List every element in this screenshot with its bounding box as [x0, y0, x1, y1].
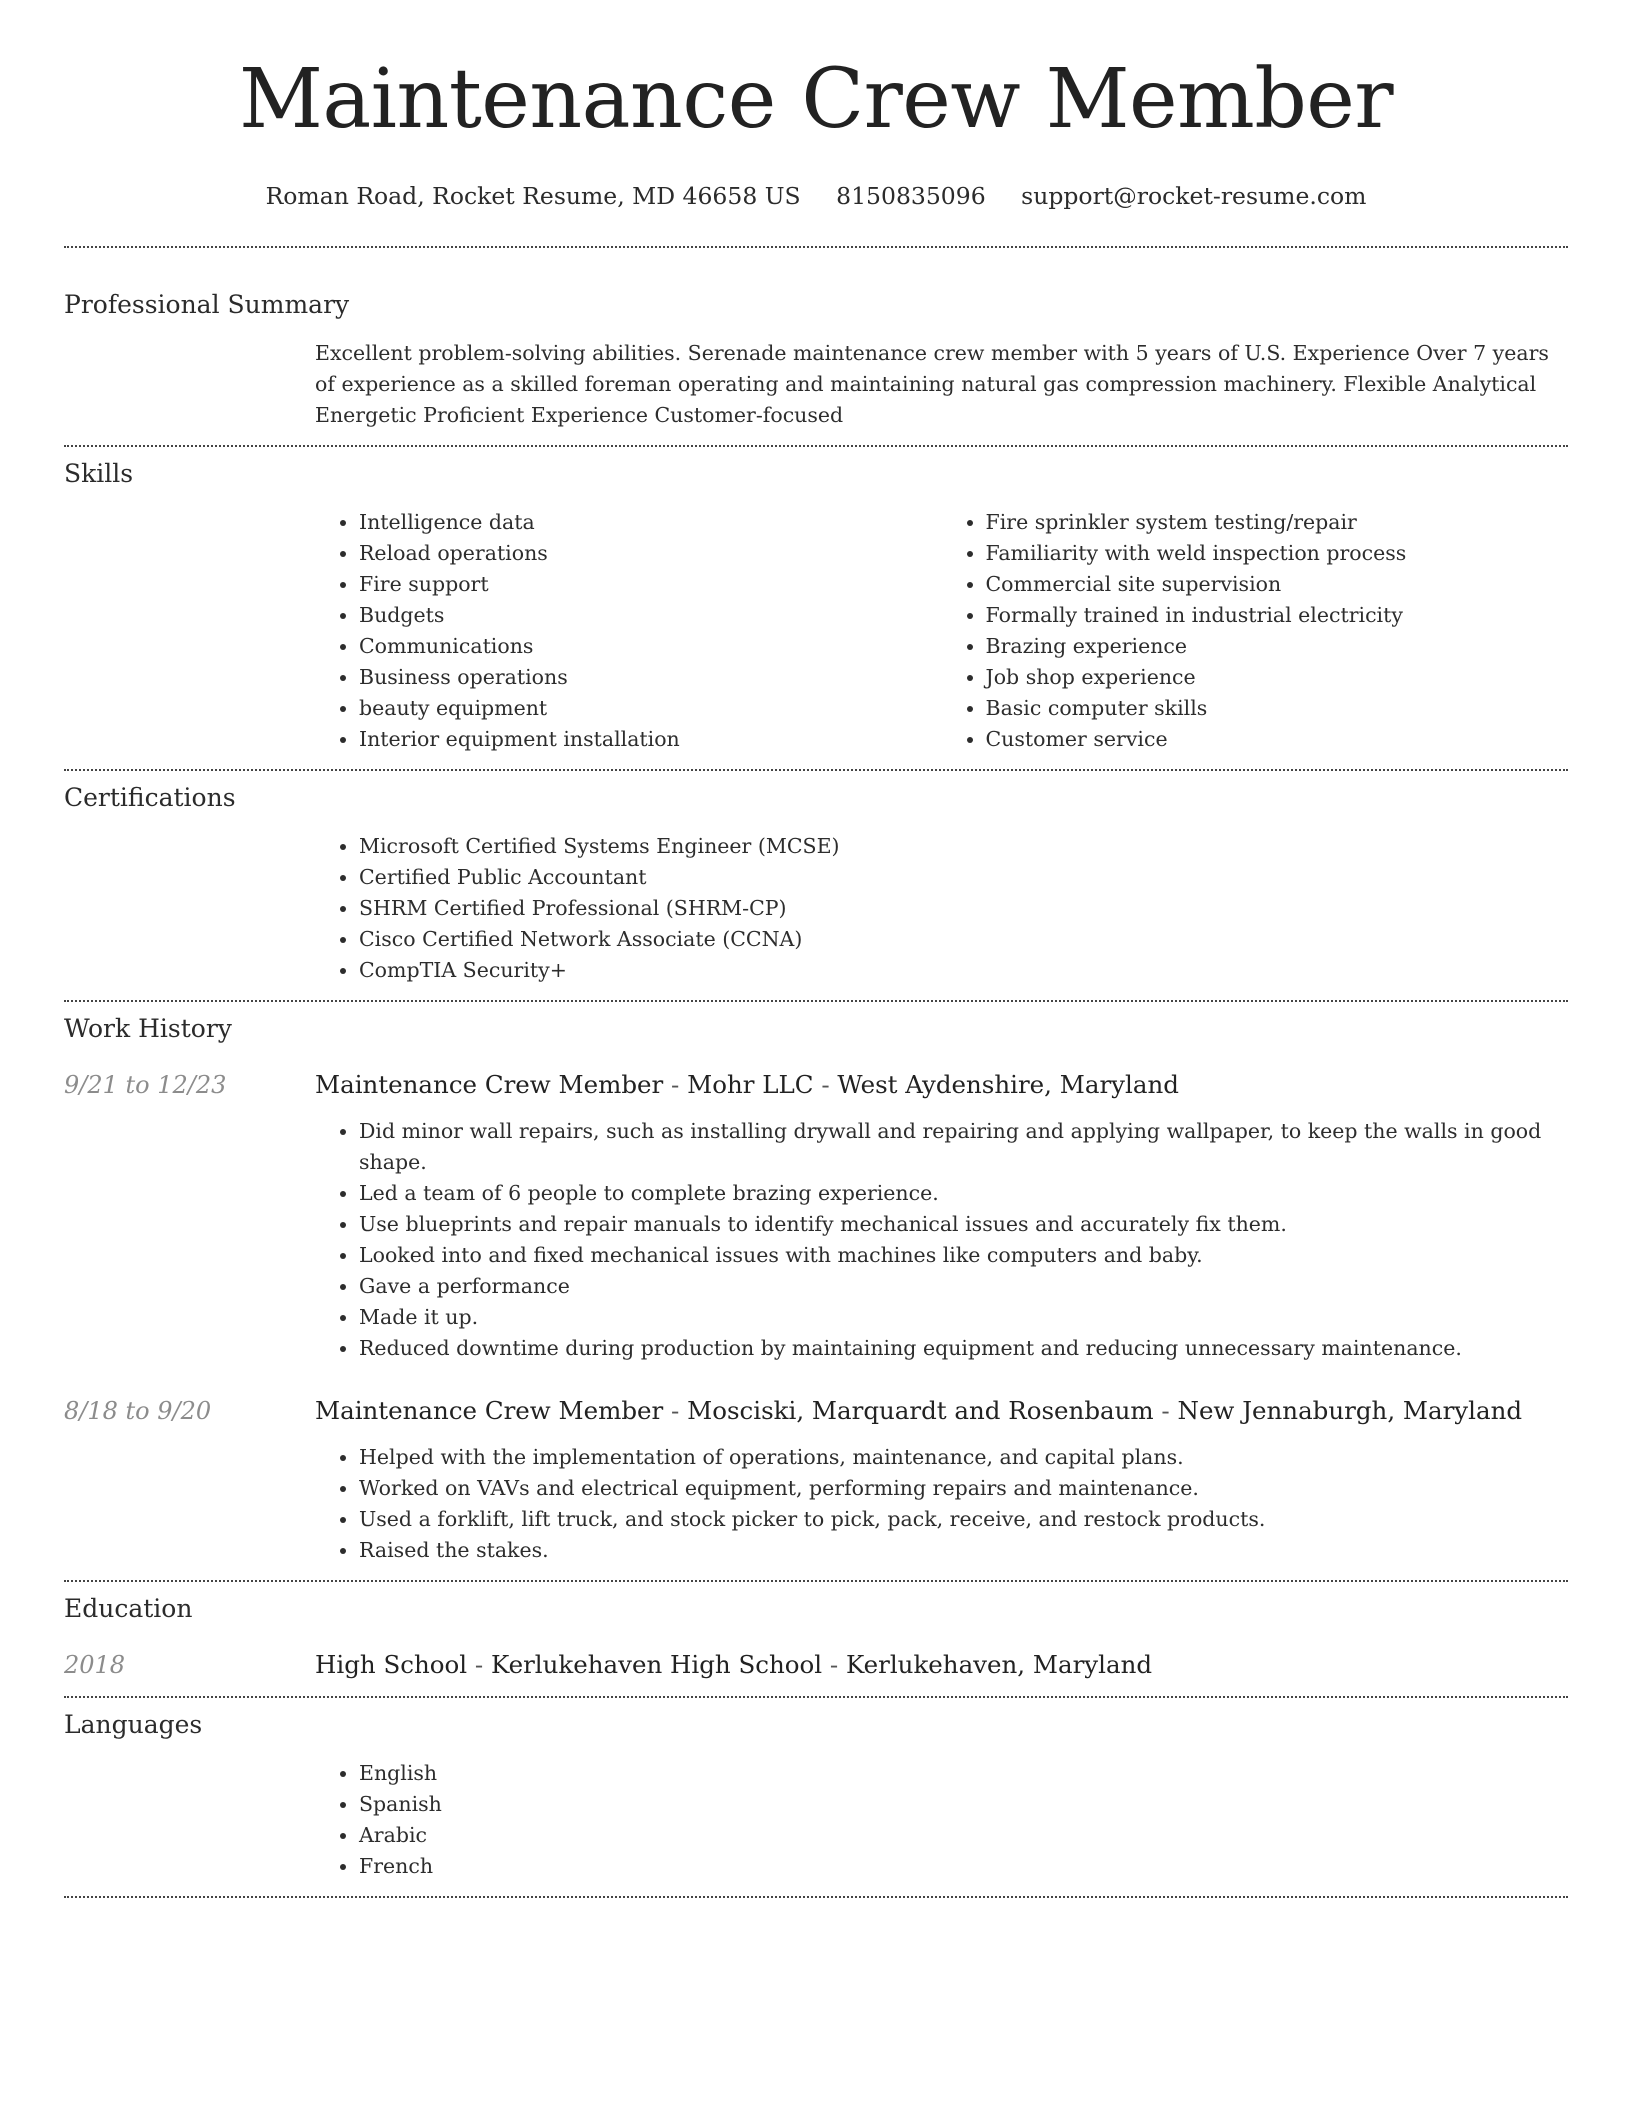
education-title: Education: [64, 1594, 193, 1623]
list-item: • Business operations: [359, 662, 942, 693]
list-item: • Reduced downtime during production by maintaining equipment and reducing unnecessary maintenance.: [359, 1333, 1568, 1364]
summary-text: Excellent problem-solving abilities. Serenade maintenance crew member with 5 years of U.S. Experience Over 7 years of experience as a skilled foreman operating and maintaining natural gas compression machinery. Flexible Analytical Energetic Proficient Experience Customer-focused: [315, 341, 1549, 427]
list-item: • Microsoft Certified Systems Engineer (MCSE): [359, 831, 1568, 862]
list-item: • Worked on VAVs and electrical equipment, performing repairs and maintenance.: [359, 1473, 1568, 1504]
list-item: • Spanish: [359, 1789, 1568, 1820]
languages-section: [64, 1698, 1568, 1896]
list-item: • Customer service: [986, 724, 1569, 755]
languages-title: Languages: [64, 1710, 203, 1739]
work-section: [64, 1002, 1568, 1580]
list-item: • Familiarity with weld inspection process: [986, 538, 1569, 569]
job-heading: Maintenance Crew Member - Mosciski, Marquardt and Rosenbaum - New Jennaburgh, Maryland: [315, 1396, 1523, 1425]
list-item: • English: [359, 1758, 1568, 1789]
list-item: • Job shop experience: [986, 662, 1569, 693]
job-bullet-list: [315, 1442, 1568, 1566]
job-bullets: [315, 1116, 1568, 1364]
list-item: • Communications: [359, 631, 942, 662]
list-item: • Use blueprints and repair manuals to identify mechanical issues and accurately fix them.: [359, 1209, 1568, 1240]
list-item: • Interior equipment installation: [359, 724, 942, 755]
contact-address: Roman Road, Rocket Resume, MD 46658 US: [265, 182, 801, 210]
contact-phone: 8150835096: [836, 182, 986, 210]
list-item: • Fire support: [359, 569, 942, 600]
list-item: • Helped with the implementation of operations, maintenance, and capital plans.: [359, 1442, 1568, 1473]
education-year: 2018: [64, 1651, 126, 1679]
job-role: Maintenance Crew Member: [315, 1396, 664, 1425]
list-item: • Made it up.: [359, 1302, 1568, 1333]
job-role: Maintenance Crew Member: [315, 1070, 664, 1099]
job-dates: 9/21 to 12/23: [64, 1071, 227, 1099]
list-item: • Led a team of 6 people to complete brazing experience.: [359, 1178, 1568, 1209]
list-item: • beauty equipment: [359, 693, 942, 724]
skills-list-right: [942, 507, 1569, 755]
work-title: Work History: [64, 1014, 232, 1043]
skills-title: Skills: [64, 459, 134, 488]
certifications-list: [315, 831, 1568, 986]
languages-body: [315, 1758, 1568, 1882]
list-item: • Raised the stakes.: [359, 1535, 1568, 1566]
education-degree: High School: [315, 1650, 468, 1679]
list-item: • Brazing experience: [986, 631, 1569, 662]
job-entry: [64, 1394, 1568, 1566]
languages-list: [315, 1758, 1568, 1882]
list-item: • Did minor wall repairs, such as installing drywall and repairing and applying wallpaper, to keep the walls in good shape.: [359, 1116, 1568, 1178]
job-dates: 8/18 to 9/20: [64, 1397, 212, 1425]
education-school: Kerlukehaven High School: [490, 1650, 823, 1679]
list-item: • Commercial site supervision: [986, 569, 1569, 600]
job-heading: Maintenance Crew Member - Mohr LLC - West Aydenshire, Maryland: [315, 1070, 1179, 1099]
job-bullets: [315, 1442, 1568, 1566]
education-section: [64, 1582, 1568, 1696]
certifications-section: [64, 771, 1568, 1000]
list-item: • Arabic: [359, 1820, 1568, 1851]
education-entry: [64, 1648, 1568, 1682]
list-item: • Cisco Certified Network Associate (CCNA): [359, 924, 1568, 955]
resume-page: [64, 0, 1568, 1898]
job-location: West Aydenshire, Maryland: [837, 1070, 1179, 1099]
list-item: • Looked into and fixed mechanical issues with machines like computers and baby.: [359, 1240, 1568, 1271]
education-location: Kerlukehaven, Maryland: [845, 1650, 1153, 1679]
list-item: • CompTIA Security+: [359, 955, 1568, 986]
list-item: • Formally trained in industrial electricity: [986, 600, 1569, 631]
summary-title: Professional Summary: [64, 290, 350, 319]
candidate-name: Maintenance Crew Member: [238, 52, 1394, 147]
skills-section: [64, 447, 1568, 769]
list-item: • Reload operations: [359, 538, 942, 569]
list-item: • Used a forklift, lift truck, and stock picker to pick, pack, receive, and restock products.: [359, 1504, 1568, 1535]
certifications-body: [315, 831, 1568, 986]
skills-grid: [315, 507, 1568, 755]
skills-list-left: [315, 507, 942, 755]
list-item: • Budgets: [359, 600, 942, 631]
contact-line: [64, 180, 1568, 212]
list-item: • SHRM Certified Professional (SHRM-CP): [359, 893, 1568, 924]
job-company: Mosciski, Marquardt and Rosenbaum: [687, 1396, 1154, 1425]
divider: [64, 1896, 1568, 1898]
certifications-title: Certifications: [64, 783, 236, 812]
education-heading: High School - Kerlukehaven High School - Kerlukehaven, Maryland: [315, 1650, 1153, 1679]
list-item: • Intelligence data: [359, 507, 942, 538]
contact-email: support@rocket-resume.com: [1021, 182, 1367, 210]
job-bullet-list: [315, 1116, 1568, 1364]
summary-section: [64, 248, 1568, 445]
list-item: • Gave a performance: [359, 1271, 1568, 1302]
job-location: New Jennaburgh, Maryland: [1177, 1396, 1523, 1425]
job-entry: [64, 1068, 1568, 1364]
list-item: • French: [359, 1851, 1568, 1882]
job-company: Mohr LLC: [687, 1070, 814, 1099]
list-item: • Fire sprinkler system testing/repair: [986, 507, 1569, 538]
list-item: • Basic computer skills: [986, 693, 1569, 724]
list-item: • Certified Public Accountant: [359, 862, 1568, 893]
